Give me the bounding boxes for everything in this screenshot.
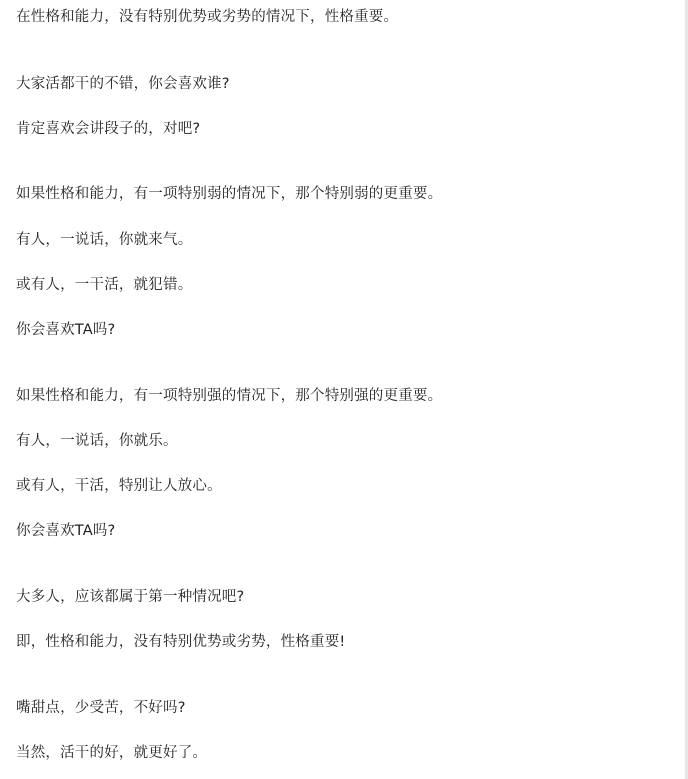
paragraph: 肯定喜欢会讲段子的，对吧? bbox=[16, 121, 201, 137]
paragraph: 如果性格和能力，有一项特别强的情况下，那个特别强的更重要。 bbox=[16, 388, 443, 404]
paragraph: 即，性格和能力，没有特别优势或劣势，性格重要! bbox=[16, 634, 346, 650]
paragraph: 当然，活干的好，就更好了。 bbox=[16, 745, 208, 761]
paragraph: 有人，一说话，你就乐。 bbox=[16, 433, 178, 449]
paragraph: 有人，一说话，你就来气。 bbox=[16, 232, 193, 248]
paragraph: 或有人，干活，特别让人放心。 bbox=[16, 478, 222, 494]
paragraph: 如果性格和能力，有一项特别弱的情况下，那个特别弱的更重要。 bbox=[16, 186, 443, 202]
paragraph: 你会喜欢TA吗? bbox=[16, 523, 116, 539]
paragraph: 大家活都干的不错，你会喜欢谁? bbox=[16, 76, 230, 92]
paragraph: 你会喜欢TA吗? bbox=[16, 322, 116, 338]
paragraph: 大多人，应该都属于第一种情况吧? bbox=[16, 589, 245, 605]
paragraph: 或有人，一干活，就犯错。 bbox=[16, 277, 193, 293]
paragraph: 嘴甜点，少受苦，不好吗? bbox=[16, 700, 186, 716]
paragraph: 在性格和能力，没有特别优势或劣势的情况下，性格重要。 bbox=[16, 9, 399, 25]
